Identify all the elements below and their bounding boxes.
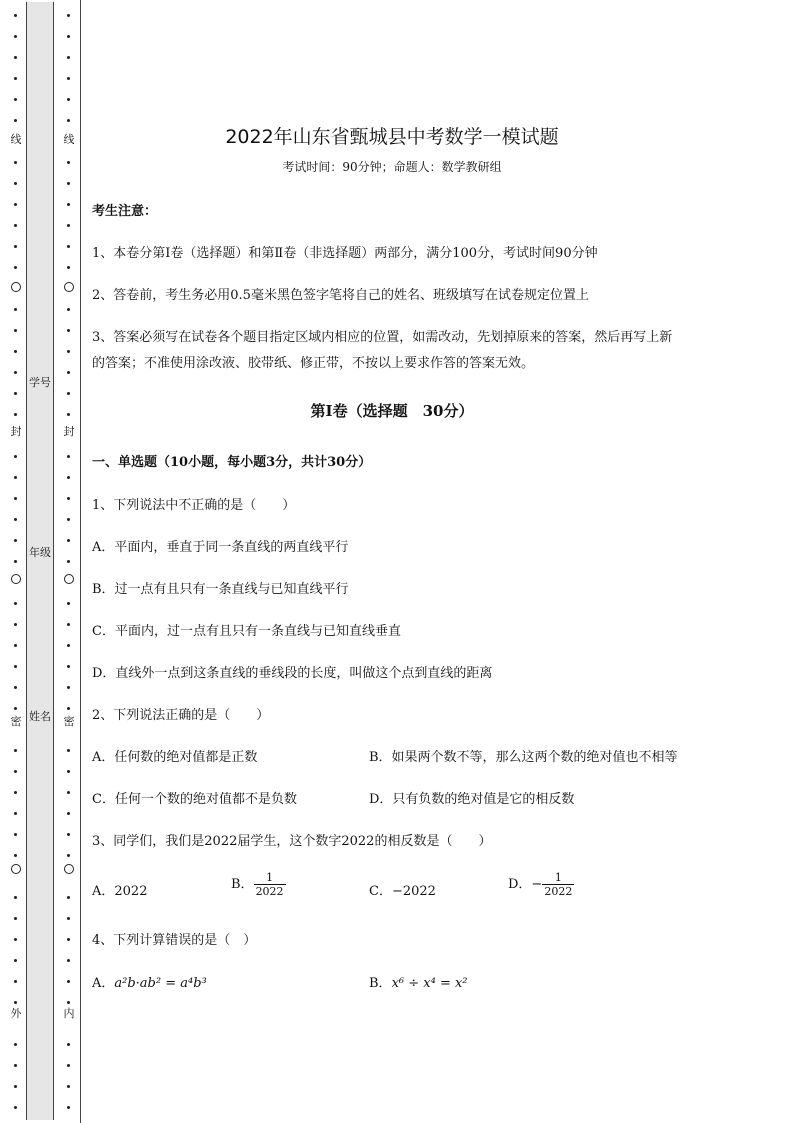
cut-dot bbox=[67, 203, 70, 206]
cut-line-marker: 外 bbox=[10, 1007, 22, 1020]
cut-dot bbox=[14, 413, 17, 416]
cut-dot bbox=[14, 833, 17, 836]
cut-dot bbox=[14, 182, 17, 185]
cut-line-marker: 线 bbox=[63, 133, 75, 146]
cut-dot bbox=[14, 560, 17, 563]
cut-dot bbox=[67, 182, 70, 185]
cut-dot bbox=[14, 245, 17, 248]
cut-dot bbox=[67, 980, 70, 983]
cut-dot bbox=[67, 896, 70, 899]
cut-dot bbox=[14, 476, 17, 479]
cut-dot bbox=[67, 749, 70, 752]
cut-dot bbox=[67, 371, 70, 374]
cut-dot bbox=[67, 1106, 70, 1109]
outer-cut-line bbox=[9, 0, 23, 1123]
cut-dot bbox=[67, 77, 70, 80]
cut-dot bbox=[14, 854, 17, 857]
question-2-option-b: B．如果两个数不等，那么这两个数的绝对值也不相等 bbox=[369, 750, 678, 765]
circle-marker bbox=[11, 574, 21, 584]
cut-dot bbox=[14, 350, 17, 353]
circle-marker bbox=[64, 574, 74, 584]
circle-marker bbox=[11, 282, 21, 292]
cut-dot bbox=[67, 686, 70, 689]
cut-dot bbox=[14, 308, 17, 311]
question-2-option-d: D．只有负数的绝对值是它的相反数 bbox=[369, 792, 575, 807]
question-2-option-c: C．任何一个数的绝对值都不是负数 bbox=[92, 792, 297, 807]
question-4-option-b: B．x⁶ ÷ x⁴ = x² bbox=[369, 976, 468, 991]
cut-dot bbox=[14, 959, 17, 962]
cut-dot bbox=[67, 161, 70, 164]
cut-dot bbox=[14, 266, 17, 269]
cut-line-marker: 密 bbox=[63, 715, 75, 728]
cut-dot bbox=[67, 1043, 70, 1046]
notice-heading: 考生注意： bbox=[92, 204, 158, 219]
question-4-option-a: A．a²b·ab² = a⁴b³ bbox=[92, 976, 207, 991]
cut-dot bbox=[67, 413, 70, 416]
cut-dot bbox=[14, 1106, 17, 1109]
cut-dot bbox=[14, 455, 17, 458]
cut-dot bbox=[67, 329, 70, 332]
cut-dot bbox=[67, 602, 70, 605]
cut-dot bbox=[14, 1001, 17, 1004]
notice-item: 的答案；不准使用涂改液、胶带纸、修正带，不按以上要求作答的答案无效。 bbox=[92, 356, 535, 371]
cut-dot bbox=[14, 1043, 17, 1046]
cut-line-marker: 封 bbox=[63, 425, 75, 438]
cut-dot bbox=[14, 665, 17, 668]
cut-dot bbox=[67, 812, 70, 815]
cut-dot bbox=[67, 644, 70, 647]
circle-marker bbox=[11, 864, 21, 874]
cut-dot bbox=[67, 833, 70, 836]
cut-dot bbox=[14, 917, 17, 920]
inner-cut-line bbox=[62, 0, 76, 1123]
cut-line-marker: 线 bbox=[10, 133, 22, 146]
cut-dot bbox=[67, 1085, 70, 1088]
cut-dot bbox=[67, 917, 70, 920]
circle-marker bbox=[64, 864, 74, 874]
cut-dot bbox=[67, 707, 70, 710]
cut-dot bbox=[67, 308, 70, 311]
cut-dot bbox=[67, 539, 70, 542]
cut-dot bbox=[14, 791, 17, 794]
cut-line-marker: 密 bbox=[10, 715, 22, 728]
question-1-option-b: B．过一点有且只有一条直线与已知直线平行 bbox=[92, 582, 349, 597]
cut-dot bbox=[14, 749, 17, 752]
question-3-option-c: C．−2022 bbox=[369, 884, 436, 899]
cut-dot bbox=[67, 455, 70, 458]
cut-dot bbox=[14, 644, 17, 647]
cut-dot bbox=[67, 1001, 70, 1004]
question-1-option-d: D．直线外一点到这条直线的垂线段的长度，叫做这个点到直线的距离 bbox=[92, 666, 493, 681]
question-1-option-c: C．平面内，过一点有且只有一条直线与已知直线垂直 bbox=[92, 624, 401, 639]
cut-dot bbox=[14, 98, 17, 101]
cut-dot bbox=[14, 1064, 17, 1067]
part-heading: 一、单选题（10小题，每小题3分，共计30分） bbox=[92, 455, 372, 470]
cut-dot bbox=[67, 476, 70, 479]
cut-dot bbox=[14, 77, 17, 80]
cut-dot bbox=[14, 119, 17, 122]
cut-dot bbox=[14, 539, 17, 542]
notice-item: 3、答案必须写在试卷各个题目指定区域内相应的位置，如需改动，先划掉原来的答案，然后再写上新 bbox=[92, 330, 673, 345]
cut-dot bbox=[67, 959, 70, 962]
cut-dot bbox=[14, 518, 17, 521]
question-3-stem: 3、同学们，我们是2022届学生，这个数字2022的相反数是（ ） bbox=[92, 834, 492, 849]
cut-dot bbox=[67, 98, 70, 101]
question-1-stem: 1、下列说法中不正确的是（ ） bbox=[92, 498, 296, 513]
cut-dot bbox=[67, 119, 70, 122]
fraction: $\frac{1}{2022}$ bbox=[544, 871, 573, 898]
cut-dot bbox=[67, 266, 70, 269]
cut-dot bbox=[67, 938, 70, 941]
fraction: $\frac{1}{2022}$ bbox=[255, 871, 284, 898]
name-label: 姓名 bbox=[29, 710, 51, 723]
cut-dot bbox=[67, 35, 70, 38]
cut-dot bbox=[67, 350, 70, 353]
cut-dot bbox=[14, 392, 17, 395]
cut-line-marker: 内 bbox=[63, 1007, 75, 1020]
cut-dot bbox=[14, 203, 17, 206]
question-1-option-a: A．平面内，垂直于同一条直线的两直线平行 bbox=[92, 540, 349, 555]
cut-dot bbox=[14, 938, 17, 941]
cut-dot bbox=[14, 602, 17, 605]
cut-dot bbox=[14, 161, 17, 164]
cut-dot bbox=[14, 1085, 17, 1088]
binding-margin bbox=[0, 0, 82, 1123]
cut-dot bbox=[67, 245, 70, 248]
student-id-label: 学号 bbox=[29, 376, 51, 389]
cut-dot bbox=[67, 1064, 70, 1067]
cut-dot bbox=[14, 896, 17, 899]
notice-item: 1、本卷分第Ⅰ卷（选择题）和第Ⅱ卷（非选择题）两部分，满分100分，考试时间90分钟 bbox=[92, 246, 598, 261]
cut-dot bbox=[67, 623, 70, 626]
cut-dot bbox=[67, 224, 70, 227]
question-4-stem: 4、下列计算错误的是（ ） bbox=[92, 933, 257, 948]
cut-dot bbox=[67, 791, 70, 794]
notice-item: 2、答卷前，考生务必用0.5毫米黑色签字笔将自己的姓名、班级填写在试卷规定位置上 bbox=[92, 288, 589, 303]
grade-label: 年级 bbox=[29, 546, 51, 559]
cut-dot bbox=[67, 560, 70, 563]
cut-dot bbox=[14, 770, 17, 773]
cut-dot bbox=[14, 707, 17, 710]
cut-dot bbox=[14, 686, 17, 689]
cut-dot bbox=[67, 497, 70, 500]
cut-dot bbox=[67, 56, 70, 59]
question-3-option-d: D．− $\frac{1}{2022}$ bbox=[508, 871, 573, 898]
cut-dot bbox=[14, 56, 17, 59]
cut-dot bbox=[14, 224, 17, 227]
circle-marker bbox=[64, 282, 74, 292]
cut-dot bbox=[14, 329, 17, 332]
cut-dot bbox=[14, 812, 17, 815]
question-2-option-a: A．任何数的绝对值都是正数 bbox=[92, 750, 258, 765]
section-heading: 第Ⅰ卷（选择题 30分） bbox=[310, 402, 474, 420]
cut-dot bbox=[67, 854, 70, 857]
cut-dot bbox=[14, 371, 17, 374]
page-subtitle: 考试时间：90分钟；命题人：数学教研组 bbox=[282, 160, 502, 174]
cut-dot bbox=[14, 980, 17, 983]
cut-dot bbox=[67, 518, 70, 521]
question-3-option-b: B． $\frac{1}{2022}$ bbox=[231, 871, 284, 898]
margin-border bbox=[80, 0, 81, 1123]
cut-dot bbox=[14, 623, 17, 626]
cut-dot bbox=[67, 392, 70, 395]
page-title: 2022年山东省甄城县中考数学一模试题 bbox=[225, 126, 559, 148]
cut-dot bbox=[67, 14, 70, 17]
cut-dot bbox=[67, 665, 70, 668]
question-2-stem: 2、下列说法正确的是（ ） bbox=[92, 708, 270, 723]
cut-dot bbox=[67, 770, 70, 773]
question-3-option-a: A．2022 bbox=[92, 884, 148, 899]
cut-dot bbox=[14, 497, 17, 500]
cut-dot bbox=[14, 35, 17, 38]
cut-line-marker: 封 bbox=[10, 425, 22, 438]
cut-dot bbox=[14, 14, 17, 17]
